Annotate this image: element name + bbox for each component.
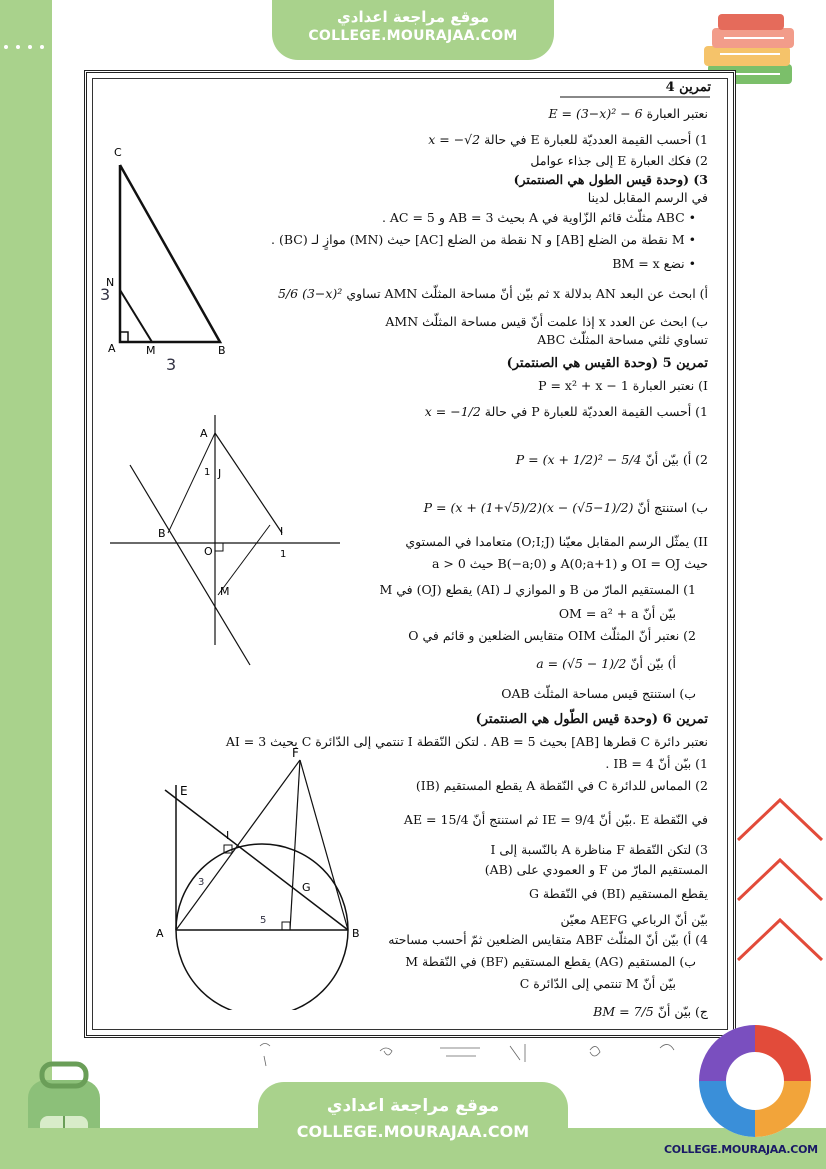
exercise5-p1q2b [424,500,708,515]
handwritten-scribbles [250,1036,700,1076]
figure-circle [150,745,380,1010]
exercise6-q3: 3) لتكن النّقطة F مناظرة A بالنّسبة إلى I [490,842,708,857]
site-domain[interactable]: COLLEGE.MOURAJAA.COM [308,28,518,44]
p1q2-value: P = (x + 1/2)² − 5/4 [515,452,642,467]
label-1y: 1 [204,467,211,478]
exercise5-p1q2 [516,452,708,467]
label-o: O [204,545,213,558]
label-i: I [280,525,284,538]
site-footer[interactable] [258,1082,568,1169]
exercise5-p2b: حيث OI = OJ و A(0;a+1) و B(−a;0) حيث a > 0 [431,556,708,571]
exercise5-p2q2b: ب) استنتج قيس مساحة المثلّث OAB [501,686,696,701]
exercise6-q4b2: بيّن أنّ M تنتمي إلى الدّائرة C [519,976,676,991]
site-name-ar: موقع مراجعة اعدادي [337,8,489,26]
exercise4-bullet2: • M نقطة من الضلع [AB] و N نقطة من الضلع [AC] حيث (MN) موازٍ لـ (BC) . [271,232,696,247]
exercise5-p2: II) يمثّل الرسم المقابل معيّنا (O;I;J) متعامدا في المستوي [405,534,708,549]
exercise6-q4c [593,1004,708,1019]
label-b: B [352,927,360,940]
exercise4-q3-sub: في الرسم المقابل لدينا [587,190,708,205]
label-m: M [146,344,156,357]
qa-value: 5/6 (3−x)² [277,286,343,301]
q4c-text: ج) بيّن أنّ [657,1004,708,1019]
hand-mark-3: 3 [100,285,111,304]
exercise6-q1: 1) بيّن أنّ IB = 4 . [605,756,708,771]
site-header[interactable] [272,0,554,60]
hand-mark-3: 3 [198,877,205,888]
footer-domain[interactable]: COLLEGE.MOURAJAA.COM [296,1122,530,1141]
figure-triangle-abc [100,140,250,370]
p1q2b-text: ب) استنتج أنّ [637,500,708,515]
expression-e: E = (3−x)² − 6 [548,106,643,121]
figure-axes [110,415,340,695]
exercise4-intro [548,106,708,121]
exercise6-q3d: بيّن أنّ الرباعي AEFG معيّن [560,912,708,927]
q4c-value: BM = 7/5 [593,1004,654,1019]
exercise6-intro: نعتبر دائرة C قطرها [AB] بحيث AB = 5 . لتكن النّقطة I تنتمي إلى الدّائرة C بحيث AI = 3 [225,734,708,749]
exercise6-q3c: يقطع المستقيم (BI) في النّقطة G [528,886,708,901]
label-1x: 1 [280,549,287,560]
label-c: C [114,146,122,159]
p1q1-value: x = −1/2 [424,404,481,419]
label-b: B [158,527,166,540]
label-a: A [108,342,116,355]
exercise6-title: تمرين 6 (وحدة قيس الطّول هي الصنتمتر) [475,712,708,727]
exercise5-p2q1a: بيّن أنّ OM = a² + a [558,606,676,621]
label-g: G [302,881,311,894]
label-b: B [218,344,226,357]
logo-caption: COLLEGE.MOURAJAA.COM [664,1143,818,1156]
exercise6-q4: 4) أ) بيّن أنّ المثلّث ABF متقايس الضلعين ثمّ أحسب مساحته [388,932,708,947]
p1q2-text: 2) أ) بيّن أنّ [645,452,708,467]
exercise4-bullet1: • ABC مثلّث قائم الزّاوية في A بحيث AB = 3 و AC = 5 . [381,210,696,225]
exercise5-p2q2a [536,656,676,671]
label-a: A [156,927,164,940]
exercise6-q2b: في النّقطة E .بيّن أنّ IE = 9/4 ثم استنتج أنّ AE = 15/4 [403,812,708,827]
exercise5-title: تمرين 5 (وحدة القيس هي الصنتمتر) [506,356,708,371]
label-j: J [218,467,222,480]
exercise4-qa [278,286,708,301]
exercise5-p1q1 [425,404,708,419]
label-n: N [106,276,115,289]
dot-pattern [0,40,110,54]
qa-text: أ) ابحث عن البعد AN بدلالة x ثم بيّن أنّ مساحة المثلّث AMN تساوي [346,286,708,301]
exercise6-q3b: المستقيم المارّ من F و العمودي على (AB) [484,862,708,877]
exercise4-q1 [428,132,708,147]
exercise5-p1: I) نعتبر العبارة P = x² + x − 1 [538,378,708,393]
intro-text: نعتبر العبارة [646,106,708,121]
exercise6-q2: 2) المماس للدائرة C في النّقطة A يقطع المستقيم (IB) [415,778,708,793]
p2q2a-value: a = (√5 − 1)/2 [536,656,627,671]
title-underline [560,96,710,99]
label-i: I [226,829,230,842]
exercise4-q3: 3) (وحدة قيس الطول هي الصنتمتر) [513,172,708,187]
exercise6-q4b: ب) المستقيم (AG) يقطع المستقيم (BF) في النّقطة M [405,954,696,969]
exercise4-q2: 2) فكك العبارة E إلى جذاء عوامل [530,153,708,168]
label-m: M [220,585,230,598]
hand-mark-5: 5 [260,915,267,926]
p1q2b-value: P = (x + (1+√5)/2)(x − (√5−1)/2) [423,500,634,515]
site-logo-icon[interactable] [694,1022,816,1140]
exercise4-qb2: تساوي ثلثي مساحة المثلّث ABC [537,332,708,347]
left-frame [0,0,52,1169]
exercise5-p2q2: 2) نعتبر أنّ المثلّث OIM متقايس الضلعين و قائم في O [408,628,696,643]
hand-mark-3b: 3 [166,355,177,370]
label-e: E [180,784,188,798]
label-f: F [292,746,299,760]
q1-value: x = −√2 [428,132,481,147]
exercise4-bullet3: • نضع BM = x [612,256,696,271]
p1q1-text: 1) أحسب القيمة العدديّة للعبارة P في حالة [484,404,708,419]
exercise4-qb: ب) ابحث عن العدد x إذا علمت أنّ قيس مساحة المثلّث AMN [385,314,708,329]
p2q2a-text: أ) بيّن أنّ [630,656,676,671]
exercise5-p2q1: 1) المستقيم المارّ من B و الموازي لـ (AI) يقطع (OJ) في M [379,582,696,597]
label-a: A [200,427,208,440]
footer-site-name: موقع مراجعة اعدادي [326,1096,500,1116]
exercise4-title: تمرين 4 [665,80,711,95]
chevron-decoration-icon [730,790,826,970]
q1-text: 1) أحسب القيمة العدديّة للعبارة E في حالة [484,132,708,147]
